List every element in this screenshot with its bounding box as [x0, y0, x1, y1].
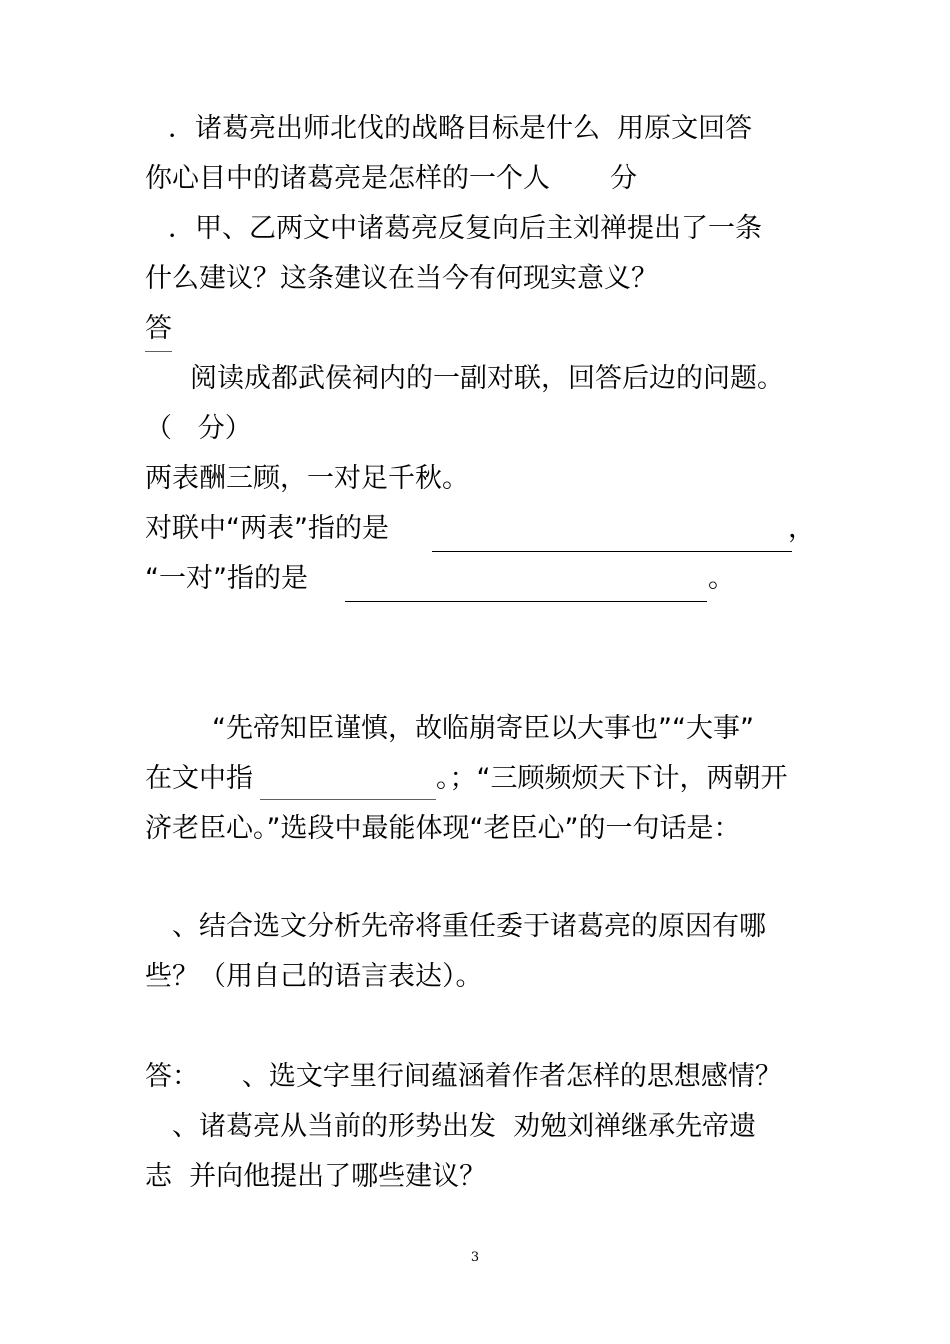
question-text: “先帝知臣谨慎，故临崩寄臣以大事也”“大事”: [212, 713, 754, 744]
question-text: 什么建议？这条建议在当今有何现实意义？: [145, 263, 658, 294]
punctuation: ，: [788, 513, 815, 544]
punctuation: 。: [708, 563, 735, 594]
question-text: （ 分）: [145, 413, 252, 444]
question-text: 阅读成都武侯祠内的一副对联，回答后边的问题。: [190, 363, 784, 394]
question-text: 在文中指: [145, 763, 253, 794]
question-text: 对联中“两表”指的是: [145, 513, 389, 544]
question-text: ．诸葛亮出师北伐的战略目标是什么 用原文回答: [168, 113, 753, 144]
question-text: 些？（用自己的语言表达）。: [145, 961, 483, 992]
question-text: 志 并向他提出了哪些建议？: [145, 1161, 487, 1192]
couplet-text: 两表酬三顾，一对足千秋。: [145, 463, 469, 494]
question-text: 济老臣心。”选段中最能体现“老臣心”的一句话是：: [145, 813, 741, 844]
question-text: 。；“三顾频烦天下计，两朝开: [436, 763, 788, 794]
answer-underline: [145, 351, 172, 352]
question-text: 答： 、选文字里行间蕴涵着作者怎样的思想感情？: [145, 1061, 782, 1092]
question-text: 、结合选文分析先帝将重任委于诸葛亮的原因有哪: [172, 911, 766, 942]
fill-blank[interactable]: [260, 799, 436, 800]
question-text: 、诸葛亮从当前的形势出发 劝勉刘禅继承先帝遗: [172, 1111, 757, 1142]
question-text: ．甲、乙两文中诸葛亮反复向后主刘禅提出了一条: [168, 213, 762, 244]
question-text: “一对”指的是: [145, 563, 308, 594]
fill-blank[interactable]: [432, 551, 792, 552]
question-text: 你心目中的诸葛亮是怎样的一个人 分: [145, 163, 638, 194]
answer-label: 答: [145, 313, 172, 344]
page-number: 3: [470, 1250, 480, 1265]
fill-blank[interactable]: [345, 601, 707, 602]
